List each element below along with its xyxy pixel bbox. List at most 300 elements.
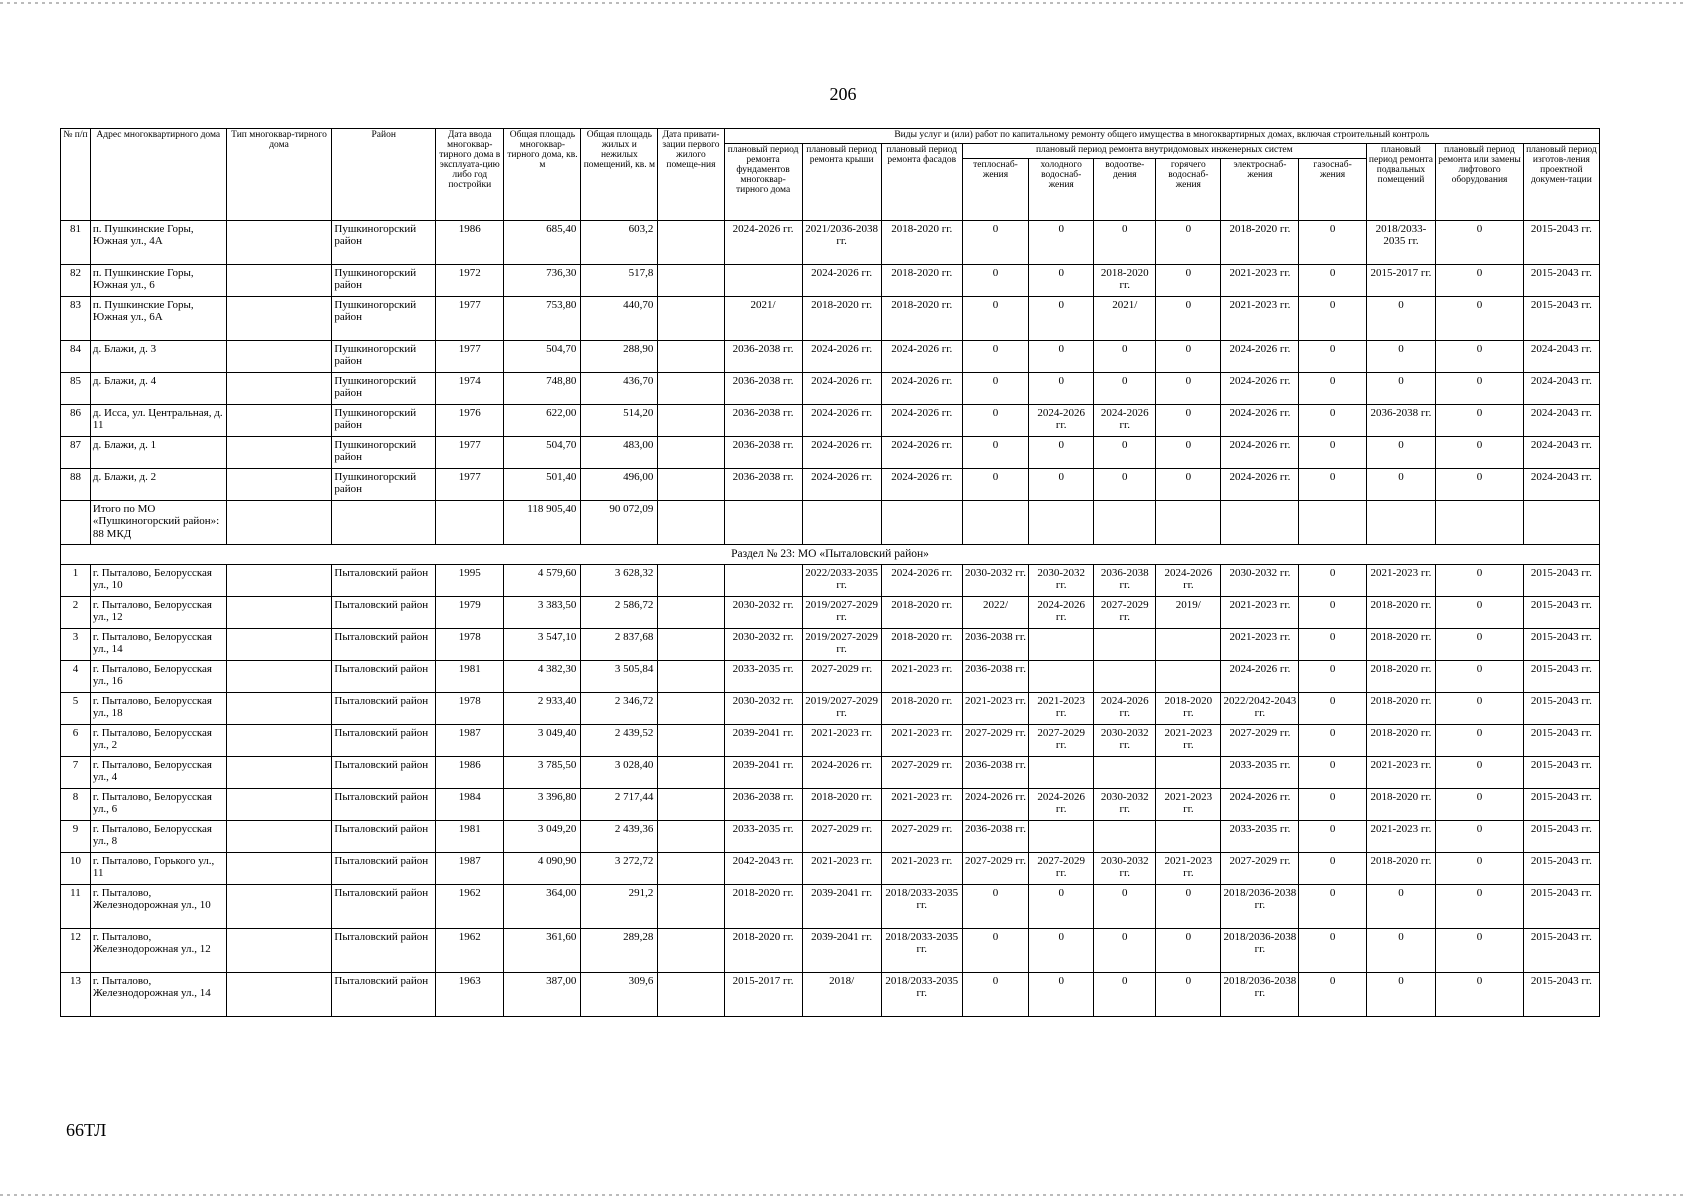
elevator-period-cell: 0: [1436, 820, 1524, 852]
electric-supply-cell: 2027-2029 гг.: [1221, 852, 1299, 884]
facade-period-cell: 2018-2020 гг.: [881, 596, 962, 628]
foundation-period-cell: [724, 264, 802, 296]
sewer-cell: 2021/: [1094, 296, 1156, 340]
roof-period-cell: 2024-2026 гг.: [802, 372, 881, 404]
heat-supply-cell: 0: [962, 404, 1028, 436]
cold-water-cell: [1029, 820, 1094, 852]
address-cell: г. Пыталово, Белорусская ул., 12: [90, 596, 226, 628]
header-year: Дата ввода многоквар-тирного дома в эксплуата-цию либо год постройки: [436, 129, 504, 221]
heat-supply-cell: 0: [962, 884, 1028, 928]
address-cell: д. Блажи, д. 2: [90, 468, 226, 500]
heat-supply-cell: 2027-2029 гг.: [962, 724, 1028, 756]
roof-period-cell: 2018/: [802, 972, 881, 1016]
hot-water-cell: 2021-2023 гг.: [1156, 852, 1221, 884]
facade-period-cell: 2024-2026 гг.: [881, 372, 962, 404]
heat-supply-cell: 0: [962, 928, 1028, 972]
sewer-cell: [1094, 660, 1156, 692]
heat-supply-cell: 2036-2038 гг.: [962, 628, 1028, 660]
sewer-cell: 0: [1094, 220, 1156, 264]
table-row: [61, 372, 1600, 404]
basement-period-cell: 2018-2020 гг.: [1366, 692, 1435, 724]
facade-period-cell: 2027-2029 гг.: [881, 820, 962, 852]
district-cell: Пыталовский район: [332, 884, 436, 928]
total-area-cell: 3 049,40: [504, 724, 581, 756]
gas-supply-cell: 0: [1299, 564, 1366, 596]
hot-water-cell: [1156, 756, 1221, 788]
address-cell: д. Блажи, д. 3: [90, 340, 226, 372]
year-cell: 1978: [436, 692, 504, 724]
gas-supply-cell: 0: [1299, 972, 1366, 1016]
foundation-period-cell: 2030-2032 гг.: [724, 692, 802, 724]
heat-supply-cell: 0: [962, 340, 1028, 372]
year-cell: 1986: [436, 756, 504, 788]
elevator-period-cell: 0: [1436, 404, 1524, 436]
district-cell: Пыталовский район: [332, 724, 436, 756]
living-area-cell: 2 439,52: [581, 724, 658, 756]
roof-period-cell: 2039-2041 гг.: [802, 928, 881, 972]
elevator-period-cell: 0: [1436, 928, 1524, 972]
elevator-period-cell: 0: [1436, 340, 1524, 372]
address-cell: г. Пыталово, Горького ул., 11: [90, 852, 226, 884]
section-title: Раздел № 23: МО «Пыталовский район»: [61, 544, 1600, 564]
row-number: 84: [61, 340, 91, 372]
header-foundation: плановый период ремонта фундаментов многоквар-тирного дома: [724, 143, 802, 220]
foundation-period-cell: 2036-2038 гг.: [724, 404, 802, 436]
gas-supply-cell: 0: [1299, 264, 1366, 296]
elevator-period-cell: 0: [1436, 692, 1524, 724]
row-number: 85: [61, 372, 91, 404]
gas-supply-cell: 0: [1299, 724, 1366, 756]
row-number: 11: [61, 884, 91, 928]
header-facade: плановый период ремонта фасадов: [881, 143, 962, 220]
design-docs-cell: 2024-2043 гг.: [1523, 372, 1599, 404]
elevator-period-cell: 0: [1436, 564, 1524, 596]
basement-period-cell: 2018-2020 гг.: [1366, 660, 1435, 692]
heat-supply-cell: 0: [962, 468, 1028, 500]
privatization-cell: [658, 264, 724, 296]
gas-supply-cell: 0: [1299, 756, 1366, 788]
sewer-cell: 2024-2026 гг.: [1094, 692, 1156, 724]
section-header-row: [61, 544, 1600, 564]
elevator-period-cell: 0: [1436, 436, 1524, 468]
table-row: [61, 660, 1600, 692]
hot-water-cell: 0: [1156, 404, 1221, 436]
address-cell: г. Пыталово, Белорусская ул., 10: [90, 564, 226, 596]
header-elevator: плановый период ремонта или замены лифтового оборудования: [1436, 143, 1524, 220]
hot-water-cell: [1156, 820, 1221, 852]
total-empty-cell: [724, 500, 802, 544]
hot-water-cell: 2018-2020 гг.: [1156, 692, 1221, 724]
gas-supply-cell: 0: [1299, 340, 1366, 372]
basement-period-cell: 2018-2020 гг.: [1366, 628, 1435, 660]
header-living-area: Общая площадь жилых и нежилых помещений, кв. м: [581, 129, 658, 221]
table-row: [61, 404, 1600, 436]
privatization-cell: [658, 884, 724, 928]
roof-period-cell: 2024-2026 гг.: [802, 264, 881, 296]
district-cell: Пыталовский район: [332, 564, 436, 596]
total-area-cell: 685,40: [504, 220, 581, 264]
total-empty-cell: [1436, 500, 1524, 544]
basement-period-cell: 2036-2038 гг.: [1366, 404, 1435, 436]
year-cell: 1979: [436, 596, 504, 628]
year-cell: 1984: [436, 788, 504, 820]
living-area-cell: 436,70: [581, 372, 658, 404]
cold-water-cell: 0: [1029, 884, 1094, 928]
table-row: [61, 436, 1600, 468]
privatization-cell: [658, 692, 724, 724]
electric-supply-cell: 2024-2026 гг.: [1221, 340, 1299, 372]
basement-period-cell: 0: [1366, 884, 1435, 928]
basement-period-cell: 0: [1366, 928, 1435, 972]
roof-period-cell: 2039-2041 гг.: [802, 884, 881, 928]
row-number: 7: [61, 756, 91, 788]
foundation-period-cell: 2039-2041 гг.: [724, 756, 802, 788]
basement-period-cell: 2021-2023 гг.: [1366, 564, 1435, 596]
elevator-period-cell: 0: [1436, 724, 1524, 756]
gas-supply-cell: 0: [1299, 928, 1366, 972]
design-docs-cell: 2015-2043 гг.: [1523, 928, 1599, 972]
total-area-cell: 504,70: [504, 340, 581, 372]
roof-period-cell: 2019/2027-2029 гг.: [802, 628, 881, 660]
elevator-period-cell: 0: [1436, 296, 1524, 340]
facade-period-cell: 2024-2026 гг.: [881, 404, 962, 436]
design-docs-cell: 2024-2043 гг.: [1523, 340, 1599, 372]
roof-period-cell: 2018-2020 гг.: [802, 296, 881, 340]
design-docs-cell: 2015-2043 гг.: [1523, 628, 1599, 660]
facade-period-cell: 2018-2020 гг.: [881, 296, 962, 340]
row-number: 4: [61, 660, 91, 692]
year-cell: 1987: [436, 724, 504, 756]
hot-water-cell: 0: [1156, 928, 1221, 972]
row-number: 8: [61, 788, 91, 820]
design-docs-cell: 2015-2043 гг.: [1523, 820, 1599, 852]
district-cell: Пыталовский район: [332, 628, 436, 660]
sewer-cell: 2030-2032 гг.: [1094, 852, 1156, 884]
gas-supply-cell: 0: [1299, 404, 1366, 436]
year-cell: 1976: [436, 404, 504, 436]
facade-period-cell: 2024-2026 гг.: [881, 340, 962, 372]
table-row: [61, 220, 1600, 264]
gas-supply-cell: 0: [1299, 820, 1366, 852]
year-cell: 1974: [436, 372, 504, 404]
cold-water-cell: 2024-2026 гг.: [1029, 404, 1094, 436]
foundation-period-cell: 2042-2043 гг.: [724, 852, 802, 884]
sewer-cell: 0: [1094, 436, 1156, 468]
table-body-pushkinogorsky: [61, 220, 1600, 500]
year-cell: 1987: [436, 852, 504, 884]
facade-period-cell: 2021-2023 гг.: [881, 724, 962, 756]
table-row: [61, 724, 1600, 756]
row-number: 6: [61, 724, 91, 756]
district-cell: Пушкиногорский район: [332, 296, 436, 340]
address-cell: г. Пыталово, Белорусская ул., 8: [90, 820, 226, 852]
electric-supply-cell: 2021-2023 гг.: [1221, 596, 1299, 628]
header-sewer: водоотве-дения: [1094, 158, 1156, 220]
basement-period-cell: 2018-2020 гг.: [1366, 596, 1435, 628]
type-cell: [226, 596, 332, 628]
cold-water-cell: 0: [1029, 340, 1094, 372]
sewer-cell: 0: [1094, 340, 1156, 372]
elevator-period-cell: 0: [1436, 884, 1524, 928]
privatization-cell: [658, 404, 724, 436]
privatization-cell: [658, 340, 724, 372]
address-cell: г. Пыталово, Белорусская ул., 4: [90, 756, 226, 788]
district-cell: Пыталовский район: [332, 820, 436, 852]
living-area-cell: 514,20: [581, 404, 658, 436]
type-cell: [226, 220, 332, 264]
table-body-summary: [61, 500, 1600, 564]
heat-supply-cell: 2022/: [962, 596, 1028, 628]
total-area-cell: 4 382,30: [504, 660, 581, 692]
district-cell: Пыталовский район: [332, 596, 436, 628]
privatization-cell: [658, 628, 724, 660]
elevator-period-cell: 0: [1436, 596, 1524, 628]
row-number: 9: [61, 820, 91, 852]
foundation-period-cell: 2036-2038 гг.: [724, 340, 802, 372]
sewer-cell: 2030-2032 гг.: [1094, 724, 1156, 756]
year-cell: 1962: [436, 928, 504, 972]
gas-supply-cell: 0: [1299, 884, 1366, 928]
privatization-cell: [658, 972, 724, 1016]
total-empty-cell: [1221, 500, 1299, 544]
living-area-cell: 603,2: [581, 220, 658, 264]
roof-period-cell: 2019/2027-2029 гг.: [802, 596, 881, 628]
header-hot-water: горячего водоснаб-жения: [1156, 158, 1221, 220]
row-number: 88: [61, 468, 91, 500]
hot-water-cell: 0: [1156, 884, 1221, 928]
row-number: 13: [61, 972, 91, 1016]
roof-period-cell: 2024-2026 гг.: [802, 340, 881, 372]
scan-edge-top: [0, 2, 1686, 4]
type-cell: [226, 788, 332, 820]
total-area-cell: 4 090,90: [504, 852, 581, 884]
living-area-cell: 2 586,72: [581, 596, 658, 628]
header-privatization: Дата привати-зации первого жилого помеще-ния: [658, 129, 724, 221]
row-number: 1: [61, 564, 91, 596]
elevator-period-cell: 0: [1436, 468, 1524, 500]
type-cell: [226, 296, 332, 340]
district-cell: Пушкиногорский район: [332, 372, 436, 404]
design-docs-cell: 2015-2043 гг.: [1523, 220, 1599, 264]
hot-water-cell: 0: [1156, 340, 1221, 372]
total-area-cell: 622,00: [504, 404, 581, 436]
electric-supply-cell: 2024-2026 гг.: [1221, 468, 1299, 500]
gas-supply-cell: 0: [1299, 296, 1366, 340]
foundation-period-cell: 2033-2035 гг.: [724, 820, 802, 852]
table-row: [61, 928, 1600, 972]
foundation-period-cell: 2036-2038 гг.: [724, 468, 802, 500]
sewer-cell: 0: [1094, 372, 1156, 404]
hot-water-cell: 0: [1156, 296, 1221, 340]
elevator-period-cell: 0: [1436, 372, 1524, 404]
facade-period-cell: 2021-2023 гг.: [881, 788, 962, 820]
district-cell: Пыталовский район: [332, 928, 436, 972]
design-docs-cell: 2015-2043 гг.: [1523, 564, 1599, 596]
year-cell: 1977: [436, 340, 504, 372]
facade-period-cell: 2018-2020 гг.: [881, 628, 962, 660]
row-number: 81: [61, 220, 91, 264]
hot-water-cell: 0: [1156, 372, 1221, 404]
address-cell: г. Пыталово, Белорусская ул., 18: [90, 692, 226, 724]
heat-supply-cell: 0: [962, 296, 1028, 340]
heat-supply-cell: 0: [962, 264, 1028, 296]
roof-period-cell: 2024-2026 гг.: [802, 436, 881, 468]
district-cell: Пушкиногорский район: [332, 264, 436, 296]
cold-water-cell: 0: [1029, 468, 1094, 500]
heat-supply-cell: 2030-2032 гг.: [962, 564, 1028, 596]
cold-water-cell: 2027-2029 гг.: [1029, 724, 1094, 756]
roof-period-cell: 2022/2033-2035 гг.: [802, 564, 881, 596]
hot-water-cell: 0: [1156, 972, 1221, 1016]
header-type: Тип многоквар-тирного дома: [226, 129, 332, 221]
row-number: 87: [61, 436, 91, 468]
design-docs-cell: 2015-2043 гг.: [1523, 660, 1599, 692]
cold-water-cell: 2024-2026 гг.: [1029, 596, 1094, 628]
electric-supply-cell: 2018-2020 гг.: [1221, 220, 1299, 264]
basement-period-cell: 2018/2033-2035 гг.: [1366, 220, 1435, 264]
hot-water-cell: [1156, 660, 1221, 692]
cold-water-cell: 0: [1029, 264, 1094, 296]
living-area-cell: 289,28: [581, 928, 658, 972]
total-area-cell: 504,70: [504, 436, 581, 468]
sewer-cell: 2036-2038 гг.: [1094, 564, 1156, 596]
type-cell: [226, 404, 332, 436]
total-area-cell: 3 547,10: [504, 628, 581, 660]
address-cell: г. Пыталово, Железнодорожная ул., 10: [90, 884, 226, 928]
table-row: [61, 852, 1600, 884]
cold-water-cell: 2030-2032 гг.: [1029, 564, 1094, 596]
living-area-cell: 3 028,40: [581, 756, 658, 788]
sewer-cell: 2030-2032 гг.: [1094, 788, 1156, 820]
year-cell: 1986: [436, 220, 504, 264]
electric-supply-cell: 2021-2023 гг.: [1221, 264, 1299, 296]
sewer-cell: 2024-2026 гг.: [1094, 404, 1156, 436]
basement-period-cell: 0: [1366, 296, 1435, 340]
sewer-cell: 0: [1094, 468, 1156, 500]
basement-period-cell: 2015-2017 гг.: [1366, 264, 1435, 296]
living-area-cell: 3 628,32: [581, 564, 658, 596]
design-docs-cell: 2015-2043 гг.: [1523, 884, 1599, 928]
facade-period-cell: 2018/2033-2035 гг.: [881, 928, 962, 972]
sewer-cell: 0: [1094, 884, 1156, 928]
foundation-period-cell: 2039-2041 гг.: [724, 724, 802, 756]
sewer-cell: [1094, 756, 1156, 788]
electric-supply-cell: 2018/2036-2038 гг.: [1221, 884, 1299, 928]
row-number: 10: [61, 852, 91, 884]
living-area-cell: 3 272,72: [581, 852, 658, 884]
total-area-cell: 3 049,20: [504, 820, 581, 852]
district-cell: Пушкиногорский район: [332, 436, 436, 468]
privatization-cell: [658, 852, 724, 884]
header-design-docs: плановый период изготов-ления проектной докумен-тации: [1523, 143, 1599, 220]
type-cell: [226, 372, 332, 404]
total-empty-cell: [962, 500, 1028, 544]
foundation-period-cell: 2015-2017 гг.: [724, 972, 802, 1016]
basement-period-cell: 2021-2023 гг.: [1366, 820, 1435, 852]
type-cell: [226, 340, 332, 372]
foundation-period-cell: 2036-2038 гг.: [724, 372, 802, 404]
table-row: [61, 296, 1600, 340]
design-docs-cell: 2015-2043 гг.: [1523, 972, 1599, 1016]
roof-period-cell: 2024-2026 гг.: [802, 404, 881, 436]
design-docs-cell: 2015-2043 гг.: [1523, 852, 1599, 884]
gas-supply-cell: 0: [1299, 852, 1366, 884]
foundation-period-cell: 2030-2032 гг.: [724, 596, 802, 628]
header-address: Адрес многоквартирного дома: [90, 129, 226, 221]
table-row: [61, 564, 1600, 596]
electric-supply-cell: 2022/2042-2043 гг.: [1221, 692, 1299, 724]
address-cell: д. Исса, ул. Центральная, д. 11: [90, 404, 226, 436]
header-works: Виды услуг и (или) работ по капитальному ремонту общего имущества в многоквартирных домах, включая строительный контроль: [724, 129, 1599, 144]
facade-period-cell: 2027-2029 гг.: [881, 756, 962, 788]
district-cell: Пыталовский район: [332, 756, 436, 788]
type-cell: [226, 972, 332, 1016]
foundation-period-cell: 2018-2020 гг.: [724, 884, 802, 928]
hot-water-cell: 2021-2023 гг.: [1156, 788, 1221, 820]
table-row: [61, 788, 1600, 820]
living-area-cell: 2 346,72: [581, 692, 658, 724]
gas-supply-cell: 0: [1299, 468, 1366, 500]
total-area-cell: 2 933,40: [504, 692, 581, 724]
privatization-cell: [658, 660, 724, 692]
table-row: [61, 596, 1600, 628]
privatization-cell: [658, 564, 724, 596]
total-area-cell: 4 579,60: [504, 564, 581, 596]
document-code: 66ТЛ: [66, 1120, 107, 1140]
elevator-period-cell: 0: [1436, 756, 1524, 788]
total-area-sum: 118 905,40: [504, 500, 581, 544]
living-area-cell: 2 837,68: [581, 628, 658, 660]
total-area-cell: 361,60: [504, 928, 581, 972]
electric-supply-cell: 2027-2029 гг.: [1221, 724, 1299, 756]
living-area-cell: 483,00: [581, 436, 658, 468]
scan-edge-bottom: [0, 1194, 1686, 1196]
type-cell: [226, 628, 332, 660]
address-cell: г. Пыталово, Белорусская ул., 14: [90, 628, 226, 660]
gas-supply-cell: 0: [1299, 372, 1366, 404]
design-docs-cell: 2015-2043 гг.: [1523, 692, 1599, 724]
design-docs-cell: 2015-2043 гг.: [1523, 724, 1599, 756]
cold-water-cell: 2024-2026 гг.: [1029, 788, 1094, 820]
electric-supply-cell: 2024-2026 гг.: [1221, 436, 1299, 468]
cold-water-cell: 0: [1029, 928, 1094, 972]
year-cell: 1972: [436, 264, 504, 296]
page-number: 206: [829, 84, 857, 104]
privatization-cell: [658, 372, 724, 404]
electric-supply-cell: 2033-2035 гг.: [1221, 756, 1299, 788]
row-number: 83: [61, 296, 91, 340]
district-cell: Пушкиногорский район: [332, 404, 436, 436]
electric-supply-cell: 2024-2026 гг.: [1221, 788, 1299, 820]
district-cell: Пушкиногорский район: [332, 340, 436, 372]
district-cell: Пыталовский район: [332, 692, 436, 724]
electric-supply-cell: 2024-2026 гг.: [1221, 372, 1299, 404]
living-area-cell: 440,70: [581, 296, 658, 340]
hot-water-cell: [1156, 628, 1221, 660]
district-cell: Пушкиногорский район: [332, 220, 436, 264]
design-docs-cell: 2015-2043 гг.: [1523, 788, 1599, 820]
foundation-period-cell: 2021/: [724, 296, 802, 340]
total-area-cell: 748,80: [504, 372, 581, 404]
type-cell: [226, 564, 332, 596]
hot-water-cell: 0: [1156, 436, 1221, 468]
foundation-period-cell: 2024-2026 гг.: [724, 220, 802, 264]
sewer-cell: 0: [1094, 928, 1156, 972]
facade-period-cell: 2024-2026 гг.: [881, 564, 962, 596]
cold-water-cell: 2021-2023 гг.: [1029, 692, 1094, 724]
cold-water-cell: 0: [1029, 372, 1094, 404]
address-cell: г. Пыталово, Железнодорожная ул., 14: [90, 972, 226, 1016]
